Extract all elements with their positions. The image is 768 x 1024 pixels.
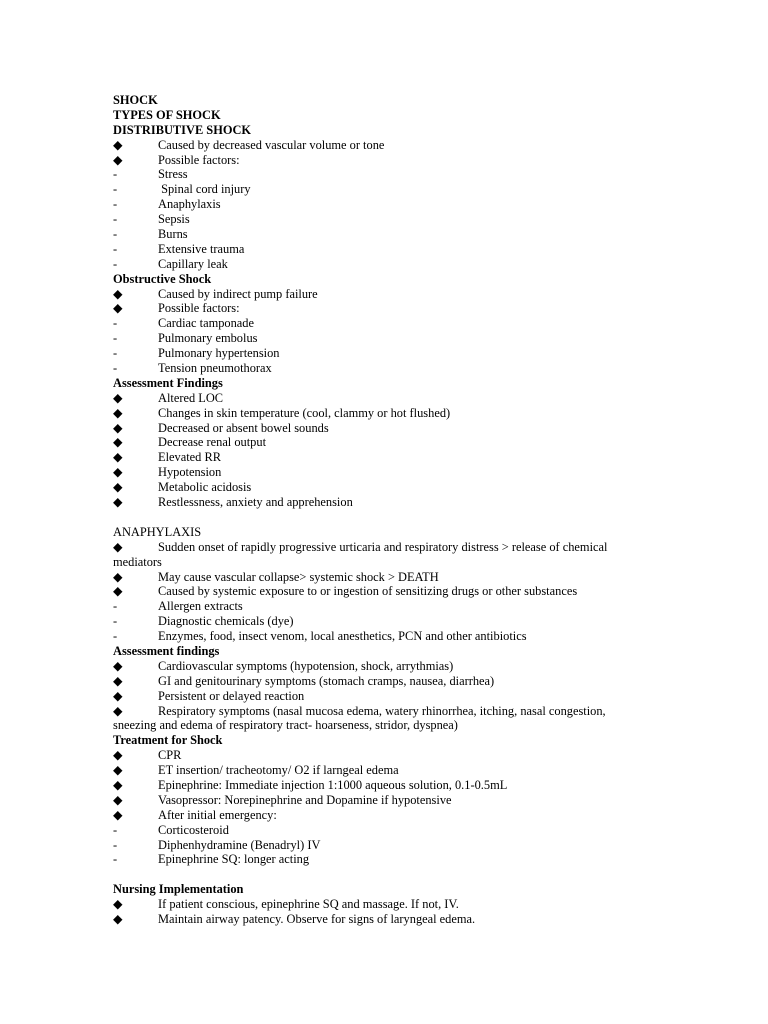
list-item xyxy=(113,153,633,168)
list-item-text: Vasopressor: Norepinephrine and Dopamine if hypotensive xyxy=(158,792,452,807)
list-item xyxy=(113,540,633,570)
list-item-text: Decreased or absent bowel sounds xyxy=(158,420,329,435)
list-item xyxy=(113,212,633,227)
list-item-text: Hypotension xyxy=(158,465,222,480)
list-item-text: Caused by systemic exposure to or ingestion of sensitizing drugs or other substances xyxy=(158,584,578,599)
list-item-text: Metabolic acidosis xyxy=(158,480,252,495)
dash-marker: - xyxy=(113,316,118,331)
bullet-marker: ◆ xyxy=(113,569,123,584)
dash-marker: - xyxy=(113,599,118,614)
list-item-text: Maintain airway patency. Observe for signs of laryngeal edema. xyxy=(158,912,476,927)
bullet-marker: ◆ xyxy=(113,495,123,510)
list-item xyxy=(113,852,633,867)
list-item-text: Decrease renal output xyxy=(158,435,267,450)
list-item-text: Epinephrine: Immediate injection 1:1000 aqueous solution, 0.1-0.5mL xyxy=(158,778,508,793)
list-item xyxy=(113,301,633,316)
bullet-marker: ◆ xyxy=(113,480,123,495)
dash-marker: - xyxy=(113,822,118,837)
blank-line xyxy=(113,867,633,882)
list-item xyxy=(113,465,633,480)
bullet-marker: ◆ xyxy=(113,286,123,301)
list-item-text: If patient conscious, epinephrine SQ and massage. If not, IV. xyxy=(158,897,459,912)
list-item xyxy=(113,197,633,212)
section-heading: Assessment Findings xyxy=(113,375,223,390)
list-item xyxy=(113,421,633,436)
list-item-text: ET insertion/ tracheotomy/ O2 if larngeal edema xyxy=(158,763,399,778)
list-item xyxy=(113,704,633,734)
list-item-text: Diphenhydramine (Benadryl) IV xyxy=(158,837,321,852)
dash-marker: - xyxy=(113,256,118,271)
list-item-text: May cause vascular collapse> systemic shock > DEATH xyxy=(158,569,439,584)
dash-marker: - xyxy=(113,837,118,852)
list-item xyxy=(113,674,633,689)
bullet-marker: ◆ xyxy=(113,539,123,554)
list-item-text: Tension pneumothorax xyxy=(158,361,272,376)
list-item-text: Caused by indirect pump failure xyxy=(158,286,318,301)
dash-marker: - xyxy=(113,614,118,629)
list-item-text: Sudden onset of rapidly progressive urticaria and respiratory distress > release of chemical mediators xyxy=(113,539,608,569)
bullet-marker: ◆ xyxy=(113,807,123,822)
bullet-marker: ◆ xyxy=(113,435,123,450)
list-item xyxy=(113,614,633,629)
dash-marker: - xyxy=(113,227,118,242)
dash-marker: - xyxy=(113,182,118,197)
section-heading: Assessment findings xyxy=(113,643,220,658)
section-heading: SHOCK xyxy=(113,93,158,107)
bullet-marker: ◆ xyxy=(113,778,123,793)
list-item-text: Epinephrine SQ: longer acting xyxy=(158,852,310,867)
bullet-marker: ◆ xyxy=(113,658,123,673)
section-heading: DISTRIBUTIVE SHOCK xyxy=(113,122,252,137)
list-item-text: Elevated RR xyxy=(158,450,221,465)
dash-marker: - xyxy=(113,361,118,376)
bullet-marker: ◆ xyxy=(113,137,123,152)
list-item-text: Enzymes, food, insect venom, local anesthetics, PCN and other antibiotics xyxy=(158,629,527,644)
list-item xyxy=(113,138,633,153)
list-item-text: Persistent or delayed reaction xyxy=(158,688,305,703)
dash-marker: - xyxy=(113,212,118,227)
section-heading: Treatment for Shock xyxy=(113,733,223,748)
list-item-text: Cardiac tamponade xyxy=(158,316,254,331)
list-item-text: Altered LOC xyxy=(158,390,224,405)
dash-marker: - xyxy=(113,167,118,182)
bullet-marker: ◆ xyxy=(113,897,123,912)
list-item-text: Caused by decreased vascular volume or tone xyxy=(158,137,385,152)
list-item xyxy=(113,629,633,644)
list-item xyxy=(113,257,633,272)
bullet-marker: ◆ xyxy=(113,420,123,435)
list-item xyxy=(113,808,633,823)
dash-marker: - xyxy=(113,331,118,346)
bullet-marker: ◆ xyxy=(113,912,123,927)
section-heading: Nursing Implementation xyxy=(113,882,244,897)
list-item xyxy=(113,912,633,927)
list-item xyxy=(113,689,633,704)
list-item xyxy=(113,450,633,465)
bullet-marker: ◆ xyxy=(113,763,123,778)
list-item-text: Extensive trauma xyxy=(158,241,245,256)
list-item xyxy=(113,570,633,585)
list-item xyxy=(113,838,633,853)
list-item xyxy=(113,659,633,674)
list-item-text: Spinal cord injury xyxy=(158,182,251,197)
bullet-marker: ◆ xyxy=(113,748,123,763)
list-item xyxy=(113,748,633,763)
dash-marker: - xyxy=(113,852,118,867)
list-item xyxy=(113,287,633,302)
section-heading: TYPES OF SHOCK xyxy=(113,107,221,122)
list-item xyxy=(113,599,633,614)
list-item-text: Diagnostic chemicals (dye) xyxy=(158,614,294,629)
list-item-text: Sepsis xyxy=(158,212,190,227)
list-item xyxy=(113,480,633,495)
dash-marker: - xyxy=(113,241,118,256)
list-item-text: Stress xyxy=(158,167,188,182)
list-item xyxy=(113,897,633,912)
list-item-text: Anaphylaxis xyxy=(158,197,221,212)
bullet-marker: ◆ xyxy=(113,301,123,316)
blank-line xyxy=(113,510,633,525)
list-item xyxy=(113,793,633,808)
bullet-marker: ◆ xyxy=(113,390,123,405)
list-item xyxy=(113,391,633,406)
list-item xyxy=(113,778,633,793)
list-item xyxy=(113,406,633,421)
list-item xyxy=(113,227,633,242)
dash-marker: - xyxy=(113,346,118,361)
list-item-text: Pulmonary embolus xyxy=(158,331,258,346)
list-item xyxy=(113,435,633,450)
bullet-marker: ◆ xyxy=(113,673,123,688)
list-item-text: GI and genitourinary symptoms (stomach cramps, nausea, diarrhea) xyxy=(158,673,495,688)
bullet-marker: ◆ xyxy=(113,152,123,167)
bullet-marker: ◆ xyxy=(113,465,123,480)
list-item-text: Pulmonary hypertension xyxy=(158,346,280,361)
list-item xyxy=(113,182,633,197)
list-item xyxy=(113,584,633,599)
bullet-marker: ◆ xyxy=(113,450,123,465)
list-item xyxy=(113,316,633,331)
dash-marker: - xyxy=(113,629,118,644)
list-item xyxy=(113,763,633,778)
dash-marker: - xyxy=(113,197,118,212)
bullet-marker: ◆ xyxy=(113,703,123,718)
bullet-marker: ◆ xyxy=(113,405,123,420)
list-item-text: Respiratory symptoms (nasal mucosa edema, watery rhinorrhea, itching, nasal congestion, sneezing and edema of respiratory tract- hoarseness, stridor, dyspnea) xyxy=(113,703,606,733)
bullet-marker: ◆ xyxy=(113,688,123,703)
bullet-marker: ◆ xyxy=(113,792,123,807)
list-item xyxy=(113,346,633,361)
document-body xyxy=(113,93,633,927)
list-item xyxy=(113,361,633,376)
list-item-text: Cardiovascular symptoms (hypotension, shock, arrythmias) xyxy=(158,658,454,673)
list-item-text: Restlessness, anxiety and apprehension xyxy=(158,495,353,510)
list-item-text: CPR xyxy=(158,748,182,763)
list-item xyxy=(113,242,633,257)
section-heading: Obstructive Shock xyxy=(113,271,212,286)
list-item-text: After initial emergency: xyxy=(158,807,277,822)
list-item-text: Allergen extracts xyxy=(158,599,243,614)
bullet-marker: ◆ xyxy=(113,584,123,599)
list-item-text: Burns xyxy=(158,227,188,242)
list-item xyxy=(113,167,633,182)
list-item-text: Possible factors: xyxy=(158,301,240,316)
list-item xyxy=(113,823,633,838)
list-item xyxy=(113,495,633,510)
list-item-text: Corticosteroid xyxy=(158,822,229,837)
list-item xyxy=(113,331,633,346)
section-heading: ANAPHYLAXIS xyxy=(113,524,202,539)
list-item-text: Capillary leak xyxy=(158,256,228,271)
list-item-text: Possible factors: xyxy=(158,152,240,167)
list-item-text: Changes in skin temperature (cool, clammy or hot flushed) xyxy=(158,405,451,420)
